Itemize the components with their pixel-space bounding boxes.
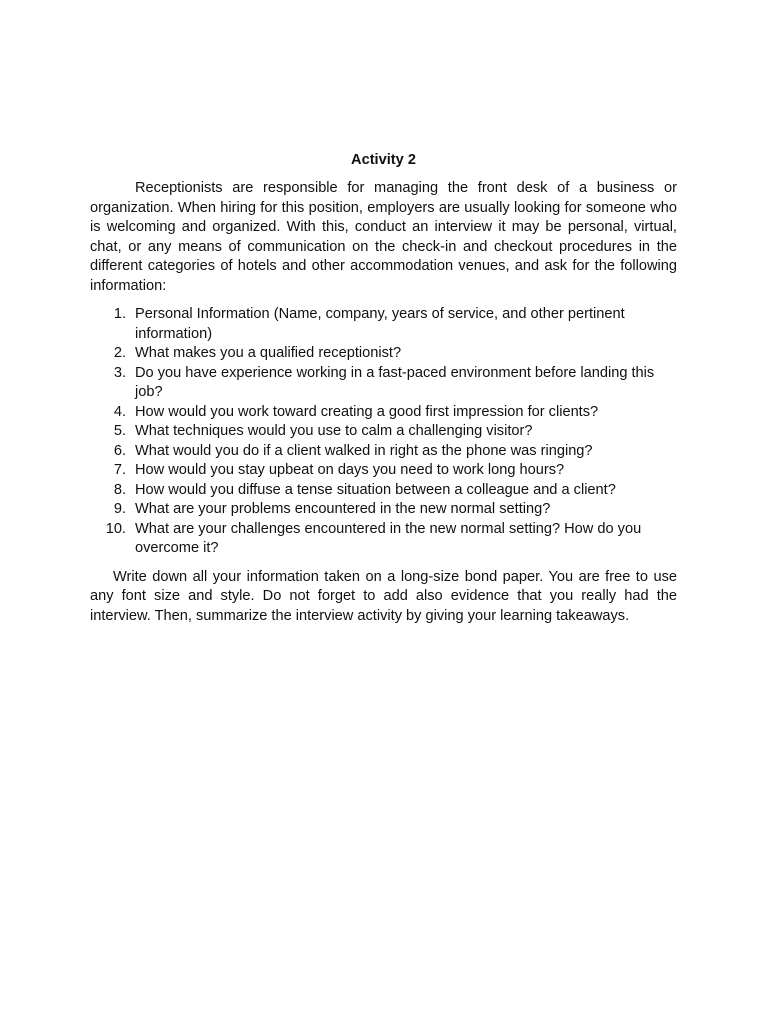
- list-number: 9.: [113, 501, 126, 517]
- list-text: How would you diffuse a tense situation between a colleague and a client?: [135, 481, 616, 498]
- page-title: Activity 2: [351, 152, 416, 168]
- question-list: [90, 305, 677, 559]
- list-number: 7.: [113, 462, 126, 478]
- list-text: Do you have experience working in a fast-paced environment before landing this job?: [135, 364, 655, 400]
- document-page: [90, 150, 677, 626]
- list-text: Personal Information (Name, company, years of service, and other pertinent information): [135, 306, 625, 342]
- list-number: 6.: [113, 442, 126, 459]
- list-text: What are your problems encountered in the new normal setting?: [135, 501, 551, 517]
- intro-paragraph: Receptionists are responsible for managing the front desk of a business or organization. When hiring for this position, employers are usually looking for someone who is welcoming and organized. With this, conduct an interview it may be personal, virtual, chat, or any means of communication on the check-in and checkout procedures in the different categories of hotels and other accommodation venues, and ask for the following information:: [90, 180, 677, 294]
- list-number: 8.: [113, 481, 126, 498]
- list-item: [90, 481, 677, 501]
- list-number: 10.: [105, 520, 126, 537]
- list-item: [90, 520, 677, 559]
- list-number: 1.: [113, 306, 126, 322]
- list-text: How would you stay upbeat on days you need to work long hours?: [135, 462, 565, 478]
- list-text: What techniques would you use to calm a challenging visitor?: [135, 423, 533, 439]
- list-item: [90, 461, 677, 481]
- list-text: What would you do if a client walked in right as the phone was ringing?: [135, 442, 593, 459]
- list-number: 4.: [113, 403, 126, 420]
- list-item: [90, 403, 677, 423]
- list-item: [90, 442, 677, 462]
- list-item: [90, 364, 677, 403]
- list-number: 5.: [113, 423, 126, 439]
- list-text: How would you work toward creating a good first impression for clients?: [135, 403, 599, 420]
- list-item: [90, 500, 677, 520]
- list-text: What are your challenges encountered in the new normal setting? How do you overcome it?: [135, 520, 642, 556]
- list-item: [90, 422, 677, 442]
- list-item: [90, 305, 677, 344]
- list-text: What makes you a qualified receptionist?: [135, 345, 402, 361]
- list-number: 3.: [113, 364, 126, 381]
- list-number: 2.: [113, 345, 126, 361]
- closing-paragraph: Write down all your information taken on a long-size bond paper. You are free to use any font size and style. Do not forget to add also evidence that you really had the interview. Then, summarize the interview activity by giving your learning takeaways.: [90, 568, 677, 624]
- list-item: [90, 344, 677, 364]
